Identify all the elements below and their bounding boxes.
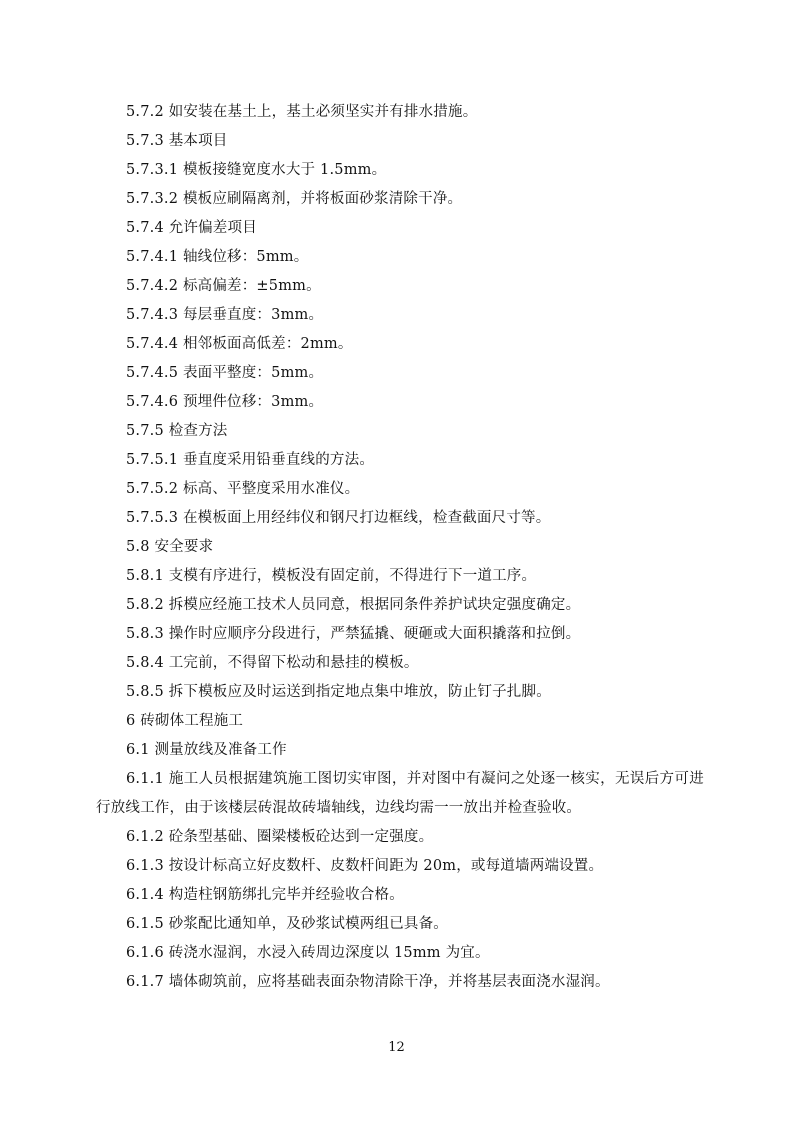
section-heading: 5.8 安全要求 bbox=[126, 539, 214, 555]
text-line: 6.1.4 构造柱钢筋绑扎完毕并经验收合格。 bbox=[126, 887, 404, 903]
text-line: 5.8.2 拆模应经施工技术人员同意，根据同条件养护试块定强度确定。 bbox=[126, 597, 581, 613]
text-line: 5.7.4.1 轴线位移：5mm。 bbox=[126, 249, 309, 265]
text-line: 5.7.4.5 表面平整度：5mm。 bbox=[126, 365, 324, 381]
text-line: 6.1.6 砖浇水湿润，水浸入砖周边深度以 15mm 为宜。 bbox=[126, 945, 490, 961]
text-line: 6.1.5 砂浆配比通知单，及砂浆试模两组已具备。 bbox=[126, 916, 449, 932]
text-line: 5.7.3.1 模板接缝宽度水大于 1.5mm。 bbox=[126, 162, 387, 178]
text-line: 5.7.5.3 在模板面上用经纬仪和钢尺打边框线，检查截面尺寸等。 bbox=[126, 510, 551, 526]
section-heading: 5.7.5 检查方法 bbox=[126, 423, 228, 439]
page-content bbox=[96, 98, 704, 997]
section-heading: 6.1 测量放线及准备工作 bbox=[126, 742, 287, 758]
text-line: 6.1.7 墙体砌筑前，应将基础表面杂物清除干净，并将基层表面浇水湿润。 bbox=[126, 974, 610, 990]
text-line: 5.8.3 操作时应顺序分段进行，严禁猛撬、硬砸或大面积撬落和拉倒。 bbox=[126, 626, 581, 642]
text-line: 5.7.4.3 每层垂直度：3mm。 bbox=[126, 307, 324, 323]
text-line: 5.7.3.2 模板应刷隔离剂，并将板面砂浆清除干净。 bbox=[126, 191, 463, 207]
text-line: 5.7.4.6 预埋件位移：3mm。 bbox=[126, 394, 324, 410]
section-heading: 5.7.4 允许偏差项目 bbox=[126, 220, 257, 236]
text-line: 5.7.2 如安装在基土上，基土必须坚实并有排水措施。 bbox=[126, 104, 478, 120]
text-line: 6.1.3 按设计标高立好皮数杆、皮数杆间距为 20m，或每道墙两端设置。 bbox=[126, 858, 604, 874]
text-line: 6.1.2 砼条型基础、圈梁楼板砼达到一定强度。 bbox=[126, 829, 434, 845]
text-line: 5.7.4.4 相邻板面高低差：2mm。 bbox=[126, 336, 353, 352]
page-number: 12 bbox=[388, 1040, 405, 1055]
text-line: 5.7.5.1 垂直度采用铅垂直线的方法。 bbox=[126, 452, 375, 468]
text-line: 5.8.4 工完前，不得留下松动和悬挂的模板。 bbox=[126, 655, 419, 671]
text-line: 5.7.5.2 标高、平整度采用水准仪。 bbox=[126, 481, 360, 497]
text-line: 5.8.5 拆下模板应及时运送到指定地点集中堆放，防止钉子扎脚。 bbox=[126, 684, 551, 700]
text-line: 5.7.4.2 标高偏差：±5mm。 bbox=[126, 278, 321, 294]
paragraph-6-1-1: 6.1.1 施工人员根据建筑施工图切实审图，并对图中有凝问之处逐一核实，无误后方可进行放线工作，由于该楼层砖混故砖墙轴线，边线均需一一放出并检查验收。 bbox=[96, 771, 704, 816]
text-line: 5.8.1 支模有序进行，模板没有固定前，不得进行下一道工序。 bbox=[126, 568, 537, 584]
chapter-heading: 6 砖砌体工程施工 bbox=[126, 713, 244, 729]
section-heading: 5.7.3 基本项目 bbox=[126, 133, 228, 149]
